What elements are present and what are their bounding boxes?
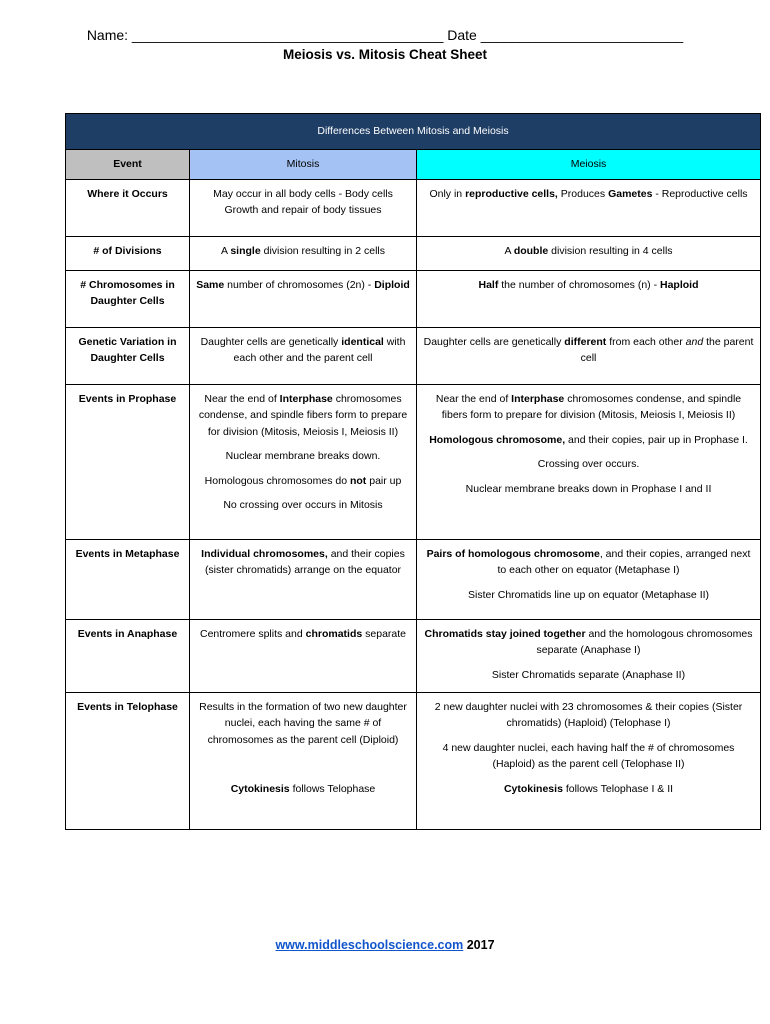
- mitosis-cell: [190, 692, 417, 829]
- meiosis-cell: [417, 384, 761, 539]
- meiosis-text: Only in reproductive cells, Produces Gametes - Reproductive cells: [429, 187, 748, 200]
- row-label: # of Divisions: [66, 236, 190, 270]
- table-row: [66, 539, 761, 619]
- row-label: Events in Telophase: [66, 692, 190, 829]
- column-header-meiosis: Meiosis: [417, 150, 761, 180]
- column-header-event: Event: [66, 150, 190, 180]
- table-row: [66, 384, 761, 539]
- meiosis-text: 2 new daughter nuclei with 23 chromosomes & their copies (Sister chromatids) (Haploid) (Telophase I): [434, 700, 743, 729]
- mitosis-cell: [190, 236, 417, 270]
- mitosis-cell: [190, 327, 417, 384]
- mitosis-text: [195, 756, 411, 773]
- table-row: [66, 692, 761, 829]
- table-banner: Differences Between Mitosis and Meiosis: [66, 114, 761, 150]
- meiosis-text: Daughter cells are genetically different from each other and the parent cell: [423, 335, 754, 364]
- page-title: Meiosis vs. Mitosis Cheat Sheet: [282, 47, 488, 62]
- header-row: [66, 150, 761, 180]
- meiosis-cell: [417, 179, 761, 236]
- meiosis-cell: [417, 692, 761, 829]
- mitosis-text: A single division resulting in 2 cells: [221, 244, 385, 257]
- mitosis-text: Individual chromosomes, and their copies (sister chromatids) arrange on the equator: [201, 547, 405, 576]
- meiosis-text: Chromatids stay joined together and the homologous chromosomes separate (Anaphase I): [424, 627, 753, 656]
- mitosis-cell: [190, 619, 417, 692]
- row-label: Where it Occurs: [66, 179, 190, 236]
- mitosis-text: Results in the formation of two new daughter nuclei, each having the same # of chromosomes as the parent cell (Diploid): [199, 700, 407, 746]
- meiosis-cell: [417, 270, 761, 327]
- row-label: Events in Metaphase: [66, 539, 190, 619]
- mitosis-text: Homologous chromosomes do not pair up: [204, 474, 402, 487]
- table-row: [66, 270, 761, 327]
- mitosis-text: Near the end of Interphase chromosomes condense, and spindle fibers form to prepare for division (Mitosis, Meiosis I, Meiosis II): [198, 392, 408, 438]
- meiosis-text: Near the end of Interphase chromosomes condense, and spindle fibers form to prepare for division (Mitosis, Meiosis I, Meiosis II): [435, 392, 742, 421]
- meiosis-text: Crossing over occurs.: [537, 458, 640, 470]
- meiosis-text: Half the number of chromosomes (n) - Haploid: [478, 278, 699, 291]
- table-row: [66, 179, 761, 236]
- mitosis-cell: [190, 384, 417, 539]
- mitosis-cell: [190, 270, 417, 327]
- row-label: Events in Anaphase: [66, 619, 190, 692]
- mitosis-cell: [190, 539, 417, 619]
- meiosis-text: Homologous chromosome, and their copies, pair up in Prophase I.: [429, 433, 748, 446]
- meiosis-text: Sister Chromatids line up on equator (Metaphase II): [467, 588, 710, 601]
- meiosis-cell: [417, 327, 761, 384]
- comparison-table: [65, 113, 761, 830]
- meiosis-text: A double division resulting in 4 cells: [504, 244, 673, 257]
- mitosis-text: May occur in all body cells - Body cells Growth and repair of body tissues: [213, 187, 393, 216]
- meiosis-text: Cytokinesis follows Telophase I & II: [503, 782, 674, 795]
- meiosis-cell: [417, 236, 761, 270]
- table-row: [66, 236, 761, 270]
- mitosis-text: Centromere splits and chromatids separate: [199, 627, 407, 640]
- meiosis-text: Sister Chromatids separate (Anaphase II): [491, 668, 686, 681]
- meiosis-text: Nuclear membrane breaks down in Prophase I and II: [465, 482, 712, 495]
- mitosis-text: Same number of chromosomes (2n) - Diploid: [196, 278, 410, 291]
- meiosis-cell: [417, 619, 761, 692]
- mitosis-text: Nuclear membrane breaks down.: [225, 450, 381, 462]
- row-label: Events in Prophase: [66, 384, 190, 539]
- mitosis-text: Daughter cells are genetically identical with each other and the parent cell: [200, 335, 406, 364]
- mitosis-text: No crossing over occurs in Mitosis: [223, 499, 383, 511]
- table-row: [66, 619, 761, 692]
- name-date-line: Name: ________________________________________ Date __________________________: [86, 27, 684, 43]
- meiosis-text: Pairs of homologous chromosome, and their copies, arranged next to each other on equator (Metaphase I): [426, 547, 751, 576]
- banner-row: [66, 114, 761, 150]
- footer: [0, 938, 770, 952]
- mitosis-text: Cytokinesis follows Telophase: [230, 782, 376, 795]
- column-header-mitosis: Mitosis: [190, 150, 417, 180]
- table-row: [66, 327, 761, 384]
- mitosis-cell: [190, 179, 417, 236]
- row-label: Genetic Variation in Daughter Cells: [66, 327, 190, 384]
- meiosis-text: 4 new daughter nuclei, each having half the # of chromosomes (Haploid) as the parent cell (Telophase II): [442, 741, 735, 770]
- meiosis-cell: [417, 539, 761, 619]
- footer-year: 2017: [463, 938, 495, 952]
- row-label: # Chromosomes in Daughter Cells: [66, 270, 190, 327]
- footer-link[interactable]: www.middleschoolscience.com: [275, 938, 464, 952]
